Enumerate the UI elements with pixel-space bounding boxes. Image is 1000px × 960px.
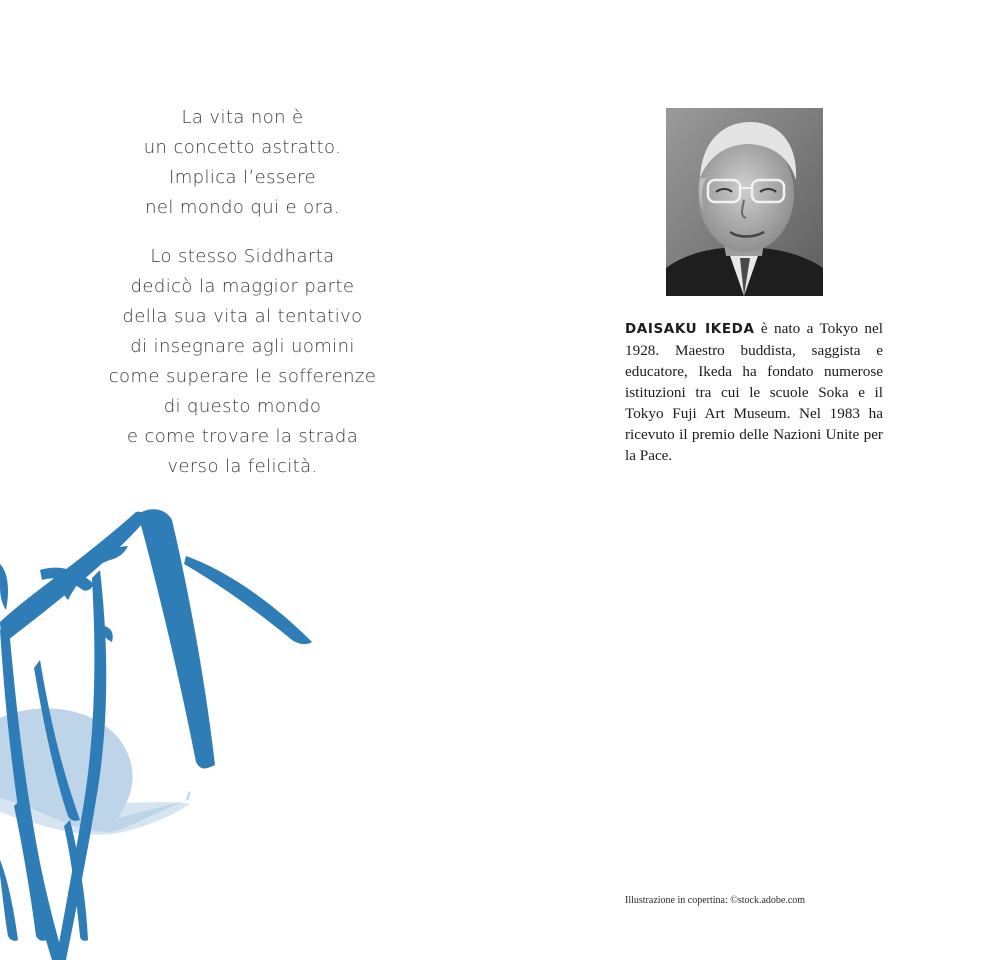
poem-line: nel mondo qui e ora. bbox=[145, 197, 340, 218]
cover-credit: Illustrazione in copertina: ©stock.adobe.com bbox=[625, 895, 806, 906]
poem-line: verso la felicità. bbox=[167, 456, 318, 477]
author-name: DAISAKU IKEDA bbox=[625, 321, 755, 337]
author-bio bbox=[625, 318, 883, 466]
right-page bbox=[500, 0, 1000, 960]
poem-line: di questo mondo bbox=[163, 396, 322, 417]
poem-line: e come trovare la strada bbox=[126, 426, 359, 447]
poem-line: dedicò la maggior parte bbox=[130, 276, 355, 297]
poem-line: Lo stesso Siddharta bbox=[150, 246, 335, 267]
poem-line: La vita non è bbox=[181, 107, 304, 128]
author-portrait bbox=[666, 108, 823, 296]
poem-stanza-1 bbox=[60, 103, 425, 223]
poem-stanza-2 bbox=[60, 242, 425, 482]
poem-line: di insegnare agli uomini bbox=[130, 336, 355, 357]
poem-line: della sua vita al tentativo bbox=[122, 306, 363, 327]
author-bio-text: è nato a Tokyo nel 1928. Maestro buddista, saggista e educatore, Ikeda ha fondato numerose istituzioni tra cui le scuole Soka e il Tokyo Fuji Art Museum. Nel 1983 ha ricevuto il premio delle Nazioni Unite per la Pace. bbox=[625, 320, 883, 464]
poem-line: come superare le sofferenze bbox=[108, 366, 377, 387]
poem-line: un concetto astratto. bbox=[143, 137, 342, 158]
bamboo-ink-illustration bbox=[0, 500, 330, 960]
poem-line: Implica l’essere bbox=[168, 167, 317, 188]
